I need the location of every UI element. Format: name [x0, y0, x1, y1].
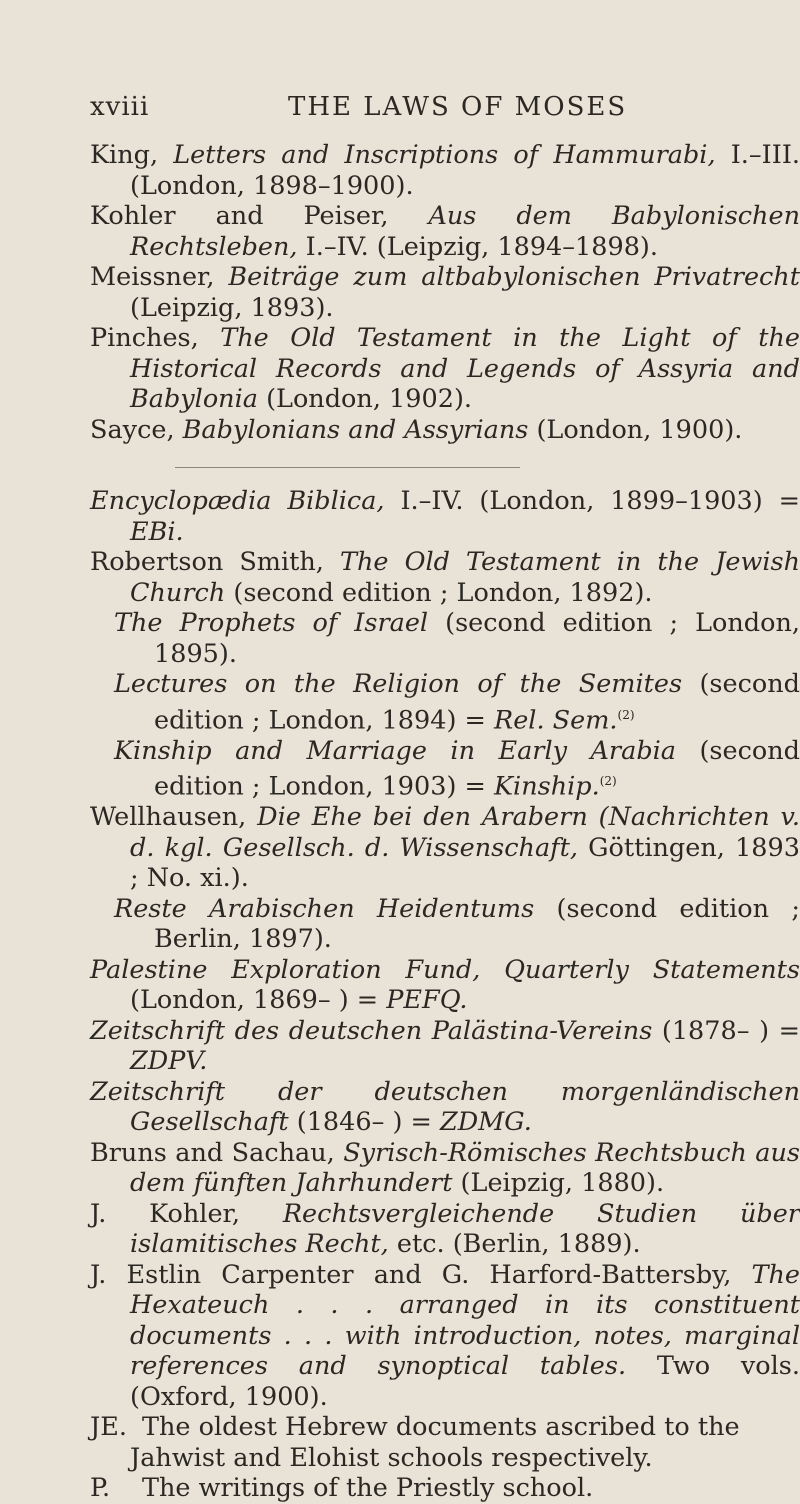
- bib-entry-reste: Reste Arabischen Heidentums (second edition ; Berlin, 1897).: [114, 893, 800, 954]
- bib-entry-carpenter: J. Estlin Carpenter and G. Harford-Battersby, The Hexateuch . . . arranged in its constituent documents . . . with introduction, notes, marginal references and synoptical tables. Two vols. (Oxford, 1900).: [90, 1259, 800, 1412]
- abbreviation-p: P. The writings of the Priestly school.: [90, 1473, 594, 1503]
- abbreviation-je: JE. The oldest Hebrew documents ascribed to the Jahwist and Elohist schools respectively.: [90, 1412, 740, 1473]
- bib-entry-kohler-rechtsvergleichende: J. Kohler, Rechtsvergleichende Studien über islamitisches Recht, etc. (Berlin, 1889).: [90, 1198, 800, 1259]
- page-header: [90, 92, 790, 128]
- bib-entry-kinship: Kinship and Marriage in Early Arabia (second edition ; London, 1903) = Kinship.$^{(2)}$: [114, 735, 800, 802]
- bib-entry-king: King, Letters and Inscriptions of Hammurabi, I.–III. (London, 1898–1900).: [90, 140, 800, 201]
- bib-entry-encyclopaedia-biblica: Encyclopædia Biblica, I.–IV. (London, 1899–1903) = EBi.: [90, 486, 800, 547]
- bib-entry-pinches: Pinches, The Old Testament in the Light of the Historical Records and Legends of Assyria and Babylonia (London, 1902).: [90, 323, 800, 414]
- bib-entry-sayce: Sayce, Babylonians and Assyrians (London, 1900).: [90, 414, 743, 445]
- bib-entry-robertson-smith: Robertson Smith, The Old Testament in the Jewish Church (second edition ; London, 1892).: [90, 547, 800, 608]
- bibliography: [90, 140, 800, 1504]
- bib-entry-zdmg: Zeitschrift der deutschen morgenländischen Gesellschaft (1846– ) = ZDMG.: [90, 1076, 800, 1137]
- bib-entry-zdpv: Zeitschrift des deutschen Palästina-Vereins (1878– ) = ZDPV.: [90, 1015, 800, 1076]
- bib-entry-prophets: The Prophets of Israel (second edition ; London, 1895).: [114, 608, 800, 669]
- bib-entry-meissner: Meissner, Beiträge zum altbabylonischen Privatrecht (Leipzig, 1893).: [90, 262, 800, 323]
- page-number: xviii: [90, 92, 150, 122]
- bib-entry-bruns-sachau: Bruns and Sachau, Syrisch-Römisches Rechtsbuch aus dem fünften Jahrhundert (Leipzig, 1880).: [90, 1137, 800, 1198]
- bib-entry-pefq: Palestine Exploration Fund, Quarterly Statements (London, 1869– ) = PEFQ.: [90, 954, 800, 1015]
- running-title: THE LAWS OF MOSES: [288, 92, 628, 122]
- section-divider: [175, 467, 520, 468]
- bib-entry-wellhausen: Wellhausen, Die Ehe bei den Arabern (Nachrichten v. d. kgl. Gesellsch. d. Wissenschaft, Göttingen, 1893 ; No. xi.).: [90, 802, 800, 893]
- bib-entry-lectures: Lectures on the Religion of the Semites (second edition ; London, 1894) = Rel. Sem.$^{(2)}$: [114, 669, 800, 735]
- bib-entry-kohler-peiser: Kohler and Peiser, Aus dem Babylonischen Rechtsleben, I.–IV. (Leipzig, 1894–1898).: [90, 201, 800, 262]
